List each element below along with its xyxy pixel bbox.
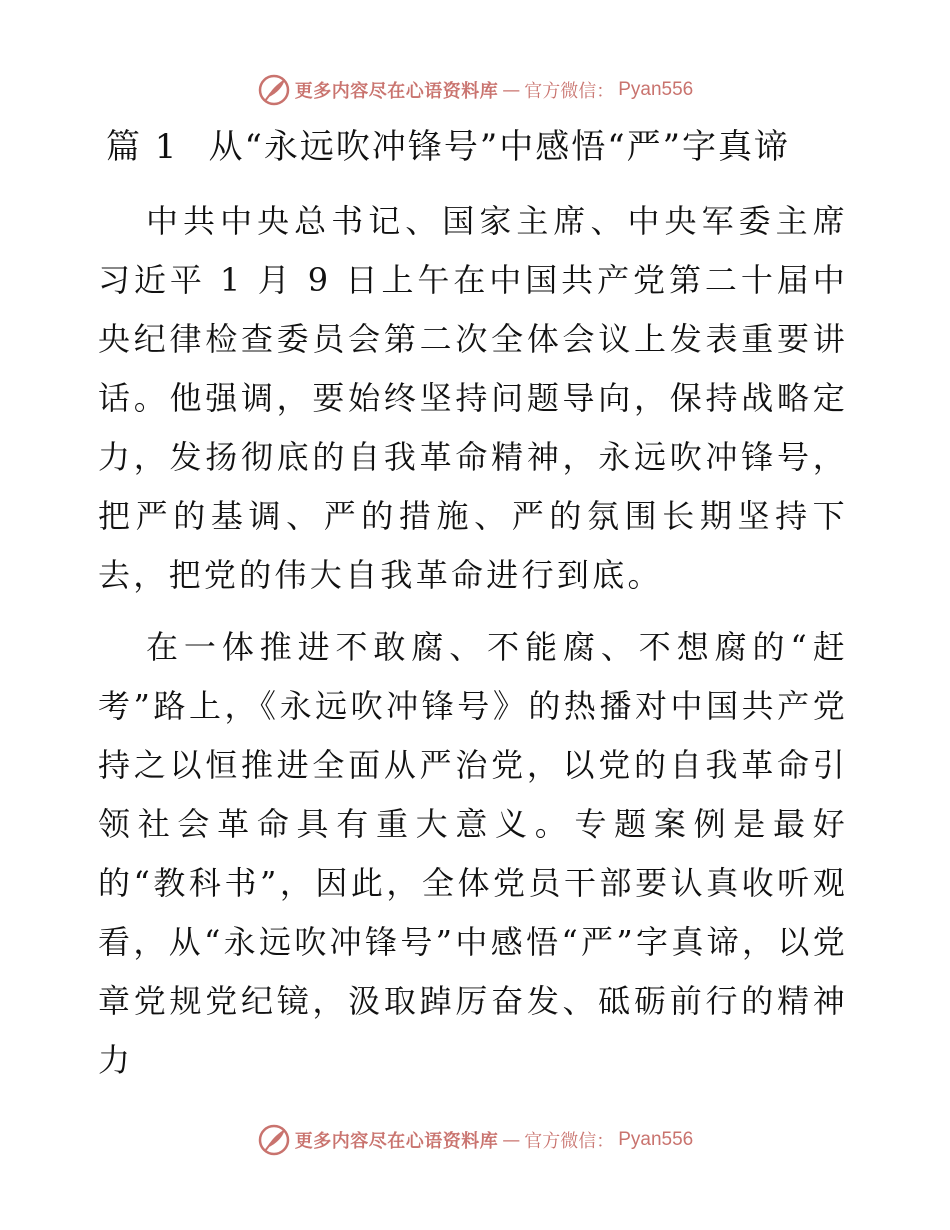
title-text: 从“永远吹冲锋号”中感悟“严”字真谛 [208, 127, 790, 167]
watermark-dash: — [502, 79, 521, 101]
feather-pen-logo-icon [257, 1123, 291, 1157]
header-watermark [0, 72, 950, 108]
feather-pen-logo-icon [257, 73, 291, 107]
watermark-wechat-label: 官方微信： [524, 81, 615, 102]
watermark-site-text: 更多内容尽在心语资料库 [294, 1131, 499, 1152]
watermark-dash: — [502, 1129, 521, 1151]
title-section-label: 篇 1 [106, 127, 179, 167]
footer-watermark [0, 1122, 950, 1158]
watermark-wechat-id: Pyan556 [618, 79, 694, 100]
watermark-wechat-label: 官方微信： [524, 1131, 615, 1152]
document-title [106, 125, 790, 169]
body-paragraph-2: 在一体推进不敢腐、不能腐、不想腐的“赶考”路上，《永远吹冲锋号》的热播对中国共产党持之以恒推进全面从严治党，以党的自我革命引领社会革命具有重大意义。专题案例是最好的“教科书”，因此，全体党员干部要认真收听观看，从“永远吹冲锋号”中感悟“严”字真谛，以党章党规党纪镜，汲取踔厉奋发、砥砺前行的精神力 [98, 628, 848, 1079]
watermark-site-text: 更多内容尽在心语资料库 [294, 81, 499, 102]
body-paragraph-1: 中共中央总书记、国家主席、中央军委主席习近平 1 月 9 日上午在中国共产党第二十届中央纪律检查委员会第二次全体会议上发表重要讲话。他强调，要始终坚持问题导向，保持战略定力，发扬彻底的自我革命精神，永远吹冲锋号，把严的基调、严的措施、严的氛围长期坚持下去，把党的伟大自我革命进行到底。 [98, 202, 848, 594]
watermark-wechat-id: Pyan556 [618, 1129, 694, 1150]
